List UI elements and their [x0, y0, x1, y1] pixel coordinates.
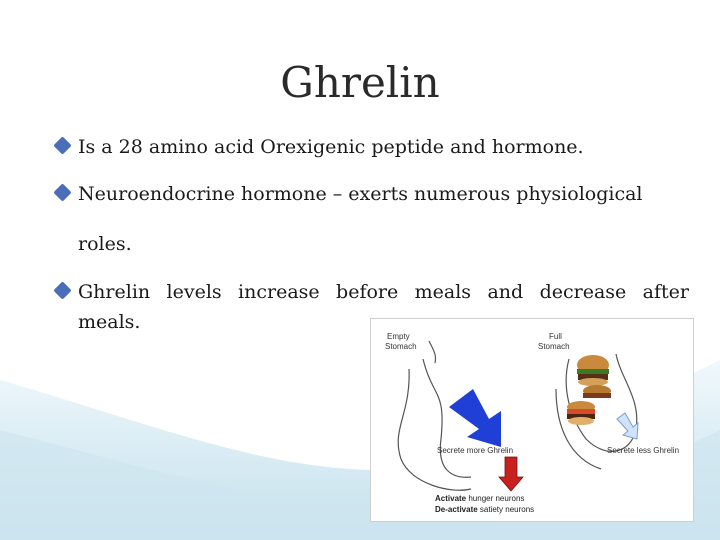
diamond-bullet-icon [53, 281, 71, 299]
activate-hunger-label: Activate hunger neurons [435, 494, 525, 503]
diamond-bullet-icon [53, 136, 71, 154]
bullet-text: Neuroendocrine hormone – exerts numerous physiological [78, 183, 643, 205]
diamond-bullet-icon [53, 183, 71, 201]
stomach-illustration [371, 319, 693, 521]
secrete-more-label: Secrete more Ghrelin [437, 446, 514, 455]
empty-stomach-label: Empty Stomach [385, 332, 417, 351]
down-arrow-icon [499, 457, 523, 491]
secrete-more-arrow-icon [449, 389, 501, 447]
ghrelin-stomach-figure [370, 318, 694, 522]
bullet-text: Ghrelin levels increase before meals and decrease after [78, 281, 689, 303]
bullet-continuation: meals. [78, 311, 141, 333]
bullet-continuation: roles. [78, 233, 132, 255]
full-stomach-label: Full Stomach [538, 332, 570, 351]
secrete-less-arrow-icon [617, 413, 638, 439]
deactivate-satiety-label: De-activate satiety neurons [435, 505, 535, 514]
slide-title: Ghrelin [280, 58, 440, 107]
secrete-less-label: Secrete less Ghrelin [607, 446, 680, 455]
bullet-text: Is a 28 amino acid Orexigenic peptide and hormone. [78, 136, 584, 158]
burger-icon [567, 355, 611, 425]
